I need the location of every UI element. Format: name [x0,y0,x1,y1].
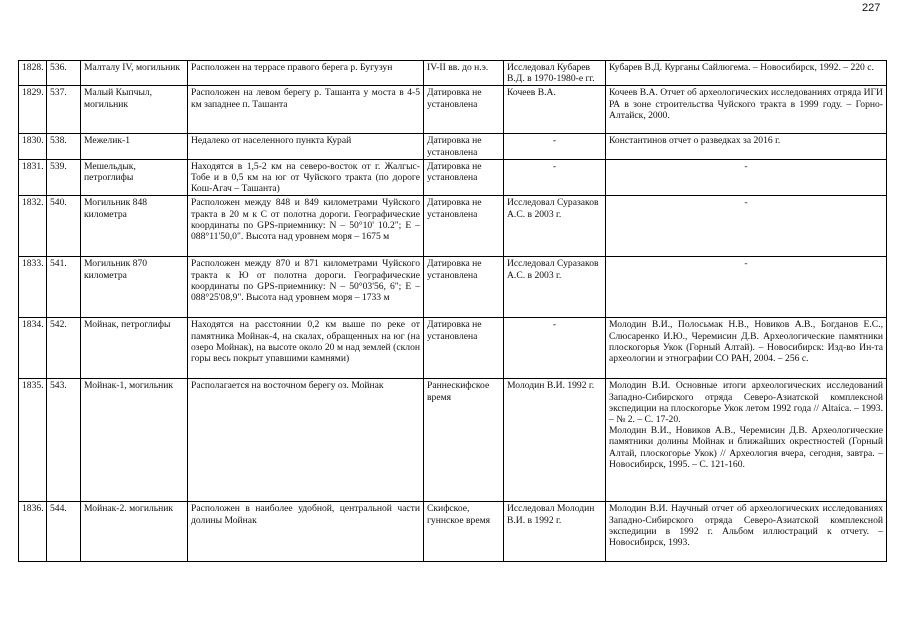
monument-dating: Датировка не установлена [424,196,504,257]
row-subnumber: 537. [47,86,81,134]
monument-dating: Датировка не установлена [424,159,504,196]
monument-name: Мешельдык, петроглифы [81,159,188,196]
table-row [19,379,887,502]
monument-name: Межелик-1 [81,134,188,159]
monuments-registry-table [18,60,887,562]
monument-references [606,61,887,86]
monument-researcher: - [504,159,606,196]
monument-location: Находятся на расстоянии 0,2 км выше по реке от памятника Мойнак-4, на скалах, обращенных на юг (на озеро Мойнак), на высоте около 20 м над землей (склон горы весь покрыт упавшими камнями) [188,318,424,379]
table-row [19,61,887,86]
row-subnumber: 540. [47,196,81,257]
row-number: 1832. [19,196,47,257]
monument-researcher: Кочеев В.А. [504,86,606,134]
monument-location: Находятся в 1,5-2 км на северо-восток от г. Жалгыс-Тобе и в 0,5 км на юг от Чуйского тракта (по дороге Кош-Агач – Ташанта) [188,159,424,196]
monument-location: Расположен на левом берегу р. Ташанта у моста в 4-5 км западнее п. Ташанта [188,86,424,134]
monument-location: Расположен между 848 и 849 километрами Чуйского тракта в 20 м к С от полотна дороги. Географические координаты по GPS-приемнику: N – 50°10' 10.2"; E – 088°11'50,0". Высота над уровнем моря – 1675 м [188,196,424,257]
monument-name: Мойнак-1, могильник [81,379,188,502]
table-row [19,196,887,257]
row-number: 1828. [19,61,47,86]
monument-dating: Раннескифское время [424,379,504,502]
monument-references [606,196,887,257]
monument-location: Недалеко от населенного пункта Курай [188,134,424,159]
row-number: 1834. [19,318,47,379]
monument-dating: Датировка не установлена [424,134,504,159]
page-number: 227 [862,2,881,14]
monument-dating: IV-II вв. до н.э. [424,61,504,86]
monument-name: Малый Кыпчыл, могильник [81,86,188,134]
table-row [19,86,887,134]
row-subnumber: 536. [47,61,81,86]
monument-location: Расположен на террасе правого берега р. Бугузун [188,61,424,86]
row-subnumber: 542. [47,318,81,379]
monument-dating: Датировка не установлена [424,86,504,134]
monument-name: Мойнак-2. могильник [81,502,188,562]
reference-item: Молодин В.И., Новиков А.В., Черемисин Д.В. Археологические памятники долины Мойнак и ближайших окрестностей (Горный Алтай, плоскогорье Укок) // Археология вчера, сегодня, завтра. – Новосибирск, 1995. – С. 121-160. [609,425,883,470]
reference-item: - [744,258,748,270]
row-number: 1829. [19,86,47,134]
monument-references [606,257,887,318]
reference-item: Молодин В.И., Полосьмак Н.В., Новиков А.В., Богданов Е.С., Слюсаренко И.Ю., Черемисин Д.В. Археологические памятники плоскогорья Укок (Горный Алтай). – Новосибирск: Изд-во Ин-та археологии и этнографии СО РАН, 2004. – 256 с. [609,319,883,365]
monument-references [606,502,887,562]
table-row [19,134,887,159]
table-row [19,502,887,562]
table-row [19,257,887,318]
table-row [19,318,887,379]
monument-references [606,318,887,379]
monument-location: Расположен между 870 и 871 километрами Чуйского тракта к Ю от полотна дороги. Географические координаты по GPS-приемнику: N – 50°03'56, 6"; E – 088°25'08,9". Высота над уровнем моря – 1733 м [188,257,424,318]
row-subnumber: 544. [47,502,81,562]
monument-name: Могильник 848 километра [81,196,188,257]
reference-item: - [744,197,748,209]
reference-item: Молодин В.И. Научный отчет об археологических исследованиях Западно-Сибирского отряда Северо-Азиатской комплексной экспедиции в 1992 г. Альбом иллюстраций к отчету. – Новосибирск, 1993. [609,503,883,549]
table-row [19,159,887,196]
monument-dating: Датировка не установлена [424,257,504,318]
monument-name: Малталу IV, могильник [81,61,188,86]
monument-name: Могильник 870 километра [81,257,188,318]
row-number: 1831. [19,159,47,196]
monument-researcher: - [504,318,606,379]
row-number: 1836. [19,502,47,562]
monument-references [606,159,887,196]
row-number: 1833. [19,257,47,318]
monument-researcher: - [504,134,606,159]
reference-item: Молодин В.И. Основные итоги археологических исследований Западно-Сибирского отряда Северо-Азиатской комплексной экспедиции на плоскогорье Укок летом 1992 года // Altaica. – 1993. – № 2. – С. 17-20. [609,380,883,426]
monument-dating: Датировка не установлена [424,318,504,379]
reference-item: Кочеев В.А. Отчет об археологических исследованиях отряда ИГИ РА в зоне строительства Чуйского тракта в 1999 году. – Горно-Алтайск, 2000. [609,87,883,121]
row-subnumber: 538. [47,134,81,159]
monument-researcher: Исследовал Молодин В.И. в 1992 г. [504,502,606,562]
row-subnumber: 541. [47,257,81,318]
monument-researcher: Исследовал Суразаков А.С. в 2003 г. [504,257,606,318]
monument-name: Мойнак, петроглифы [81,318,188,379]
reference-item: Кубарев В.Д. Курганы Сайлюгема. – Новосибирск, 1992. – 220 с. [609,62,874,73]
reference-item: Константинов отчет о разведках за 2016 г. [609,135,781,147]
reference-item: - [744,160,748,172]
row-subnumber: 543. [47,379,81,502]
monument-dating: Скифское, гуннское время [424,502,504,562]
monument-references [606,379,887,502]
monument-location: Располагается на восточном берегу оз. Мойнак [188,379,424,502]
monument-researcher: Исследовал Суразаков А.С. в 2003 г. [504,196,606,257]
monument-references [606,134,887,159]
monument-researcher: Молодин В.И. 1992 г. [504,379,606,502]
row-number: 1835. [19,379,47,502]
row-subnumber: 539. [47,159,81,196]
monument-location: Расположен в наиболее удобной, центральной части долины Мойнак [188,502,424,562]
row-number: 1830. [19,134,47,159]
monument-references [606,86,887,134]
monument-researcher: Исследовал Кубарев В.Д. в 1970-1980-е гг. [504,61,606,86]
